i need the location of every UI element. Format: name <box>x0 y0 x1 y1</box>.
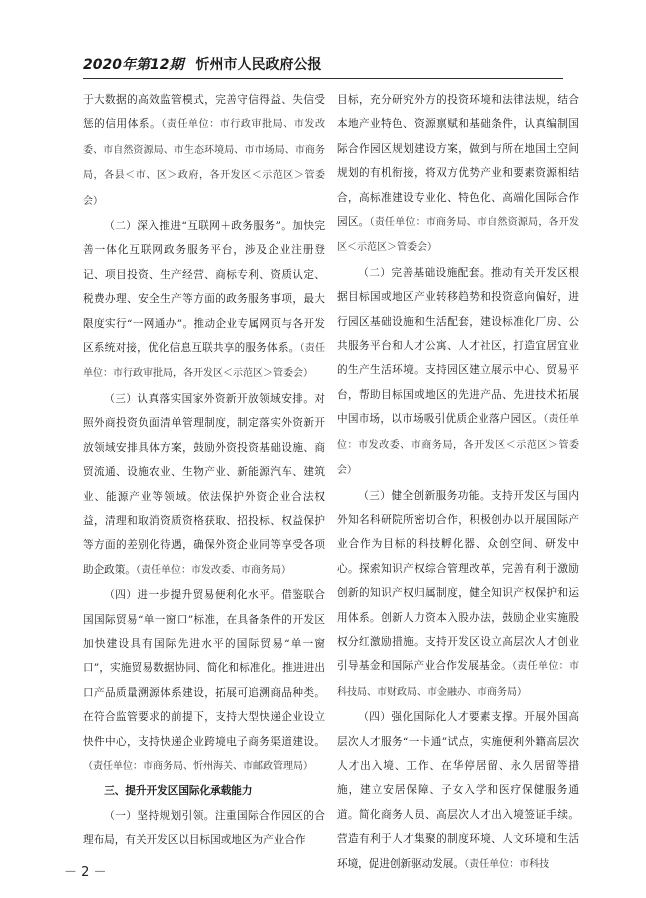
paragraph <box>337 261 579 484</box>
paragraph-lead: （二）深入推进“互联网＋政务服务”。 <box>104 220 293 233</box>
paragraph-text: 支持开发区与国内外知名科研院所密切合作，积极创办以开展国际产业合作为目标的科技孵化器、众创空间、研发中心。探索知识产权综合管理改革，完善有利于激励创新的知识产权归属制度，健全知识产权保护和运用体系。创新人力资本入股办法，鼓励企业实施股权分红激励措施。支持开发区设立高层次人才创业引导基金和国际产业合作发展基金。 <box>337 489 580 673</box>
paragraph <box>83 804 325 853</box>
paragraph-text: 开展外国高层次人才服务“一卡通”试点，实施便利外籍高层次人才出入境、工作、在华停居留、永久居留等措施，建立安居保障、子女入学和医疗保健服务通道。简化商务人员、高层次人才出入境签证手续。营造有利于人才集聚的制度环境、人文环境和生活环境，促进创新驱动发展。 <box>337 711 580 870</box>
responsible-units: （责任单位：市科技 <box>464 858 550 870</box>
paragraph-text: 注重国际合作园区的合理布局，有关开发区以目标国或地区为产业合作 <box>83 809 325 847</box>
paragraph <box>337 88 579 261</box>
paragraph-lead: （四）强化国际化人才要素支撑。 <box>358 711 525 724</box>
page-number: － 2 － <box>64 865 107 880</box>
responsible-units: （责任单位：市发改委、市商务局，各开发区＜示范区＞管委会） <box>337 414 579 477</box>
right-column <box>337 88 579 877</box>
paragraph-lead: （三）认真落实国家外资新开放领域安排。 <box>104 392 315 405</box>
paragraph <box>83 583 325 779</box>
paragraph <box>337 484 579 706</box>
responsible-units: （责任单位：市科技局、市财政局、市金融办、市商务局） <box>337 661 579 698</box>
paragraph <box>83 88 325 214</box>
responsible-units: （责任单位：市行政审批局、市发改委、市自然资源局、市生态环境局、市市场局、市商务局，各县＜市、区＞政府，各开发区＜示范区＞管委会） <box>83 119 326 207</box>
publication-title: 忻州市人民政府公报 <box>195 57 322 73</box>
paragraph-lead: （二）完善基础设施配套。 <box>358 266 491 279</box>
paragraph-text: 推动有关开发区根据目标国或地区产业转移趋势和投资意向偏好，进行园区基础设施和生活配套，建设标准化厂房、公共服务平台和人才公寓、人才社区，打造宜居宜业的生产生活环境。支持园区建立展示中心、贸易平台，帮助目标国或地区的先进产品、先进技术拓展中国市场，以市场吸引优质企业落户园区。 <box>337 266 580 426</box>
issue-number: 2020年第12期 <box>83 57 184 73</box>
paragraph-text: 目标，充分研究外方的投资环境和法律法规，结合本地产业特色、资源禀赋和基础条件，认真编制国际合作园区规划建设方案，做到与所在地国土空间规划的有机衔接，将双方优势产业和要素资源相结合，高标准建设专业化、特色化、高端化国际合作园区。 <box>337 94 579 229</box>
paragraph-text: 借鉴联合国国际贸易“单一窗口”标准，在具备条件的开发区加快建设具有国际先进水平的国际贸易“单一窗口”，实施贸易数据协同、简化和标准化。推进进出口产品质量溯源体系建设，拓展可追溯商品种类。在符合监管要求的前提下，支持大型快递企业设立快件中心，支持快递企业跨境电子商务渠道建设。 <box>83 589 326 748</box>
paragraph-text: 于大数据的高效监管模式，完善守信得益、失信受惩的信用体系。 <box>83 94 325 131</box>
responsible-units: （责任单位：市商务局、忻州海关、市邮政管理局） <box>83 760 313 772</box>
paragraph-lead: （三）健全创新服务功能。 <box>358 489 491 502</box>
left-column <box>83 88 325 853</box>
responsible-units: （责任单位：市行政审批局，各开发区＜示范区＞管委会） <box>83 343 326 380</box>
page-header <box>83 52 563 79</box>
responsible-units: （责任单位：市商务局、市自然资源局，各开发区＜示范区＞管委会） <box>337 217 580 254</box>
paragraph <box>337 705 579 877</box>
paragraph-text: 加快完善一体化互联网政务服务平台，涉及企业注册登记、项目投资、生产经营、商标专利、资质认定、税费办理、安全生产等方面的政务服务事项，最大限度实行“一网通办”。推动企业专属网页与各开发区系统对接，优化信息互联共享的服务体系。 <box>83 220 325 355</box>
paragraph-lead: （一）坚持规划引领。 <box>104 809 215 822</box>
paragraph <box>83 214 325 387</box>
paragraph-text: 对照外商投资负面清单管理制度，制定落实外资新开放领域安排具体方案，鼓励外资投资基础设施、商贸流通、设施农业、生物产业、新能源汽车、建筑业、能源产业等领域。依法保护外资企业合法权益，清理和取消资质资格获取、招投标、权益保护等方面的差别化待遇，确保外资企业同等享受各项助企政策。 <box>83 392 325 576</box>
section-heading: 三、提升开发区国际化承载能力 <box>104 785 253 798</box>
paragraph <box>83 387 325 583</box>
responsible-units: （责任单位：市发改委、市商务局） <box>135 564 291 576</box>
paragraph-lead: （四）进一步提升贸易便利化水平。 <box>104 589 282 602</box>
